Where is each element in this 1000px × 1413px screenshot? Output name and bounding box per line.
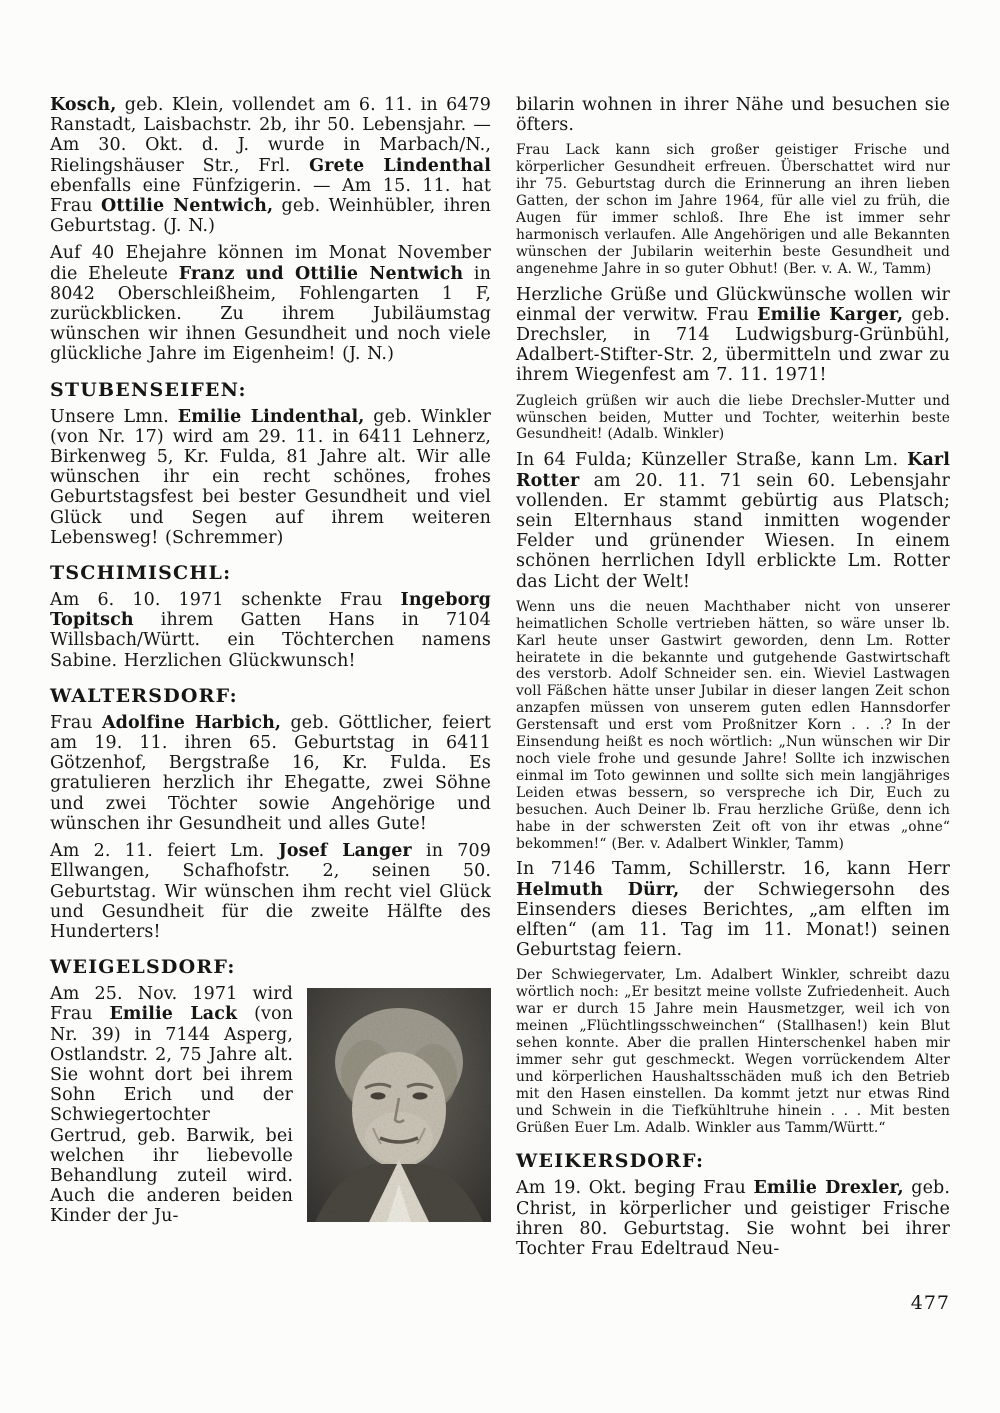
paragraph-nentwich-anniversary: Auf 40 Ehejahre können im Monat November die Eheleute Franz und Ottilie Nentwich in 8042 Oberschleißheim, Fohlengarten 1 F, zurückblicken. Zu ihrem Jubiläumstag wünschen wir ihnen Gesundheit und noch viele glückliche Jahre im Eigenheim! (J. N.) — [50, 243, 492, 365]
paragraph-karger-note: Zugleich grüßen wir auch die liebe Drechsler-Mutter und wünschen beiden, Mutter und Tochter, weiterhin beste Gesundheit! (Adalb. Winkler) — [516, 392, 950, 443]
paragraph-lack-note: Frau Lack kann sich großer geistiger Frische und körperlicher Gesundheit erfreuen. Überschattet wird nur ihr 75. Geburtstag durch die Erinnerung an ihren lieben Gatten, der schon im Jahre 1964, für alle viel zu früh, die Augen für immer schloß. Ihre Ehe ist immer sehr harmonisch verlaufen. Alle Angehörigen und alle Bekannten wünschen der Jubilarin weiterhin beste Gesundheit und angenehme Jahre in so guter Obhut! (Ber. v. A. W., Tamm) — [516, 142, 950, 277]
section-heading-weikersdorf: WEIKERSDORF: — [516, 1150, 705, 1173]
paragraph-rotter-note: Wenn uns die neuen Machthaber nicht von unserer heimatlichen Scholle vertrieben hätten, so wäre unser lb. Karl heute unser Gastwirt geworden, denn Lm. Rotter heiratete in die bekannte und gutgehende Gastwirtschaft des verstorb. Adolf Schneider sen. ein. Wieviel Lastwagen voll Fäßchen hätte unser Jubilar in dieser langen Zeit schon anzapfen müssen von unserem guten edlen Hannsdorfer Gerstensaft und erst vom Proßnitzer Korn . . .? In der Einsendung heißt es noch wörtlich: „Nun wünschen wir Dir noch viele frohe und gesunde Jahre! Sollte ich inzwischen einmal im Toto gewinnen und sollte sich mein langjähriges Leiden etwas bessern, so verspreche ich Dir, Euch zu besuchen. Auch Deiner lb. Frau herzliche Grüße, denn ich habe in der schwersten Zeit oft von ihr etwas „ohne“ bekommen!“ (Ber. v. Adalbert Winkler, Tamm) — [516, 598, 950, 852]
portrait-photo — [307, 988, 491, 1222]
section-heading-waltersdorf: WALTERSDORF: — [50, 684, 238, 707]
section-heading-stubenseifen: STUBENSEIFEN: — [50, 378, 247, 401]
section-heading-tschimischl: TSCHIMISCHL: — [50, 562, 232, 585]
paragraph-lack-continuation: bilarin wohnen in ihrer Nähe und besuchen sie öfters. — [516, 95, 950, 136]
page-number: 477 — [910, 1292, 950, 1314]
paragraph-duerr: In 7146 Tamm, Schillerstr. 16, kann Herr Helmuth Dürr, der Schwiegersohn des Einsenders dieses Berichtes, „am elften im elften“ (am 11. Tag im 11. Monat!) seinen Geburtstag feiern. — [516, 859, 950, 961]
paragraph-weigelsdorf-text: Am 25. Nov. 1971 wird Frau Emilie Lack (von Nr. 39) in 7144 Asperg, Ostlandstr. 2, 75 Jahre alt. Sie wohnt dort bei ihrem Sohn Erich und der Schwiegertochter Gertrud, geb. Barwik, bei welchen ihr liebevolle Behandlung zuteil wird. Auch die anderen beiden Kinder der Ju- — [50, 984, 293, 1227]
paragraph-waltersdorf-harbich: Frau Adolfine Harbich, geb. Göttlicher, feiert am 19. 11. ihren 65. Geburtstag in 6411 Götzenhof, Bergstraße 16, Kr. Fulda. Es gratulieren herzlich ihr Ehegatte, zwei Söhne und zwei Töchter sowie Angehörige und wünschen ihr Gesundheit und alles Gute! — [50, 712, 491, 834]
right-column — [516, 95, 950, 1266]
section-heading-weigelsdorf: WEIGELSDORF: — [50, 956, 236, 979]
paragraph-waltersdorf-langer: Am 2. 11. feiert Lm. Josef Langer in 709 Ellwangen, Schafhofstr. 2, seinen 50. Geburtstag. Wir wünschen ihm recht viel Glück und Gesundheit für die zweite Hälfte des Hunderters! — [50, 841, 491, 942]
left-column — [50, 95, 491, 1234]
paragraph-karger: Herzliche Grüße und Glückwünsche wollen wir einmal der verwitw. Frau Emilie Karger, geb. Drechsler, in 714 Ludwigsburg-Grünbühl, Adalbert-Stifter-Str. 2, übermitteln und zwar zu ihrem Wiegenfest am 7. 11. 1971! — [516, 284, 951, 386]
paragraph-tschimischl: Am 6. 10. 1971 schenkte Frau Ingeborg Topitsch ihrem Gatten Hans in 7104 Willsbach/Württ. ein Töchterchen namens Sabine. Herzlichen Glückwunsch! — [50, 590, 491, 671]
paragraph-rotter: In 64 Fulda; Künzeller Straße, kann Lm. Karl Rotter am 20. 11. 71 sein 60. Lebensjahr vollenden. Er stammt gebürtig aus Platsch; sein Elternhaus stand inmitten wogender Felder und grünender Wiesen. In einem schönen herrlichen Idyll erblickte Lm. Rotter das Licht der Welt! — [516, 450, 950, 592]
paragraph-kosch: Kosch, geb. Klein, vollendet am 6. 11. in 6479 Ranstadt, Laisbachstr. 2b, ihr 50. Lebensjahr. — Am 30. Okt. d. J. wurde in Marbach/N., Rielingshäuser Str., Frl. Grete Lindenthal ebenfalls eine Fünfzigerin. — Am 15. 11. hat Frau Ottilie Nentwich, geb. Weinhübler, ihren Geburtstag. (J. N.) — [50, 95, 492, 237]
paragraph-weigelsdorf-lack — [50, 984, 491, 1226]
paragraph-duerr-note: Der Schwiegervater, Lm. Adalbert Winkler, schreibt dazu wörtlich noch: „Er besitzt meine vollste Zufriedenheit. Auch war er durch 15 Jahre mein Hausmetzger, weil ich von meinen „Flüchtlingsschweinchen“ (Stallhasen!) kein Blut sehen konnte. Aber die prallen Hinterschenkel haben mir immer sehr gut geschmeckt. Wegen vorrückendem Alter und körperlichen Haushaltsschäden muß ich den Betrieb mit den Hasen einstellen. Da kommt jetzt nur etwas Rind und Schwein in die Tiefkühltruhe hinein . . . Mit besten Grüßen Euer Lm. Adalb. Winkler aus Tamm/Württ.“ — [516, 967, 950, 1136]
paragraph-stubenseifen: Unsere Lmn. Emilie Lindenthal, geb. Winkler (von Nr. 17) wird am 29. 11. in 6411 Lehnerz, Birkenweg 5, Kr. Fulda, 81 Jahre alt. Wir alle wünschen ihr ein recht schönes, frohes Geburtstagsfest bei bester Gesundheit und viel Glück und Segen auf ihrem weiteren Lebensweg! (Schremmer) — [50, 406, 492, 548]
paragraph-weikersdorf-drexler: Am 19. Okt. beging Frau Emilie Drexler, geb. Christ, in körperlicher und geistiger Frische ihren 80. Geburtstag. Sie wohnt bei ihrer Tochter Frau Edeltraud Neu- — [516, 1178, 950, 1260]
